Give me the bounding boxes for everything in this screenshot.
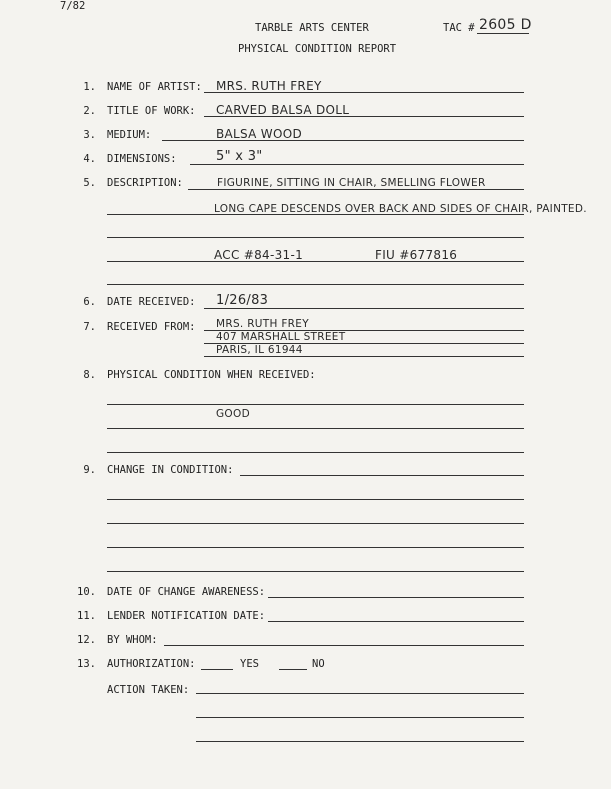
lender-date-label: LENDER NOTIFICATION DATE: [107,610,266,622]
artist-label: NAME OF ARTIST: [107,81,202,93]
action-underline-1 [196,693,524,694]
description-underline-1 [188,189,524,190]
description-underline-2 [107,214,524,215]
corner-date: 7/82 [60,0,86,12]
description-underline-3 [107,237,524,238]
change-underline-2 [107,499,524,500]
authorization-no: NO [312,658,325,670]
date-received-value: 1/26/83 [216,293,269,308]
title-value: CARVED BALSA DOLL [216,103,350,117]
by-whom-label: BY WHOM: [107,634,158,646]
change-underline-5 [107,571,524,572]
authorization-label: AUTHORIZATION: [107,658,196,670]
authorization-yes-line [201,669,233,670]
condition-label: PHYSICAL CONDITION WHEN RECEIVED: [107,369,316,381]
field-number: 9. [83,464,96,476]
date-received-label: DATE RECEIVED: [107,296,196,308]
field-number: 1. [83,81,96,93]
lender-date-line [268,621,524,622]
change-label: CHANGE IN CONDITION: [107,464,234,476]
received-from-label: RECEIVED FROM: [107,321,196,333]
field-number: 7. [83,321,96,333]
condition-underline-1 [107,404,524,405]
received-from-underline-3 [204,356,524,357]
tac-label: TAC # [443,22,475,34]
field-number: 2. [83,105,96,117]
artist-line [204,92,524,93]
condition-underline-2 [107,428,524,429]
change-underline-3 [107,523,524,524]
report-title: PHYSICAL CONDITION REPORT [238,43,397,55]
by-whom-line [164,645,524,646]
action-label: ACTION TAKEN: [107,684,190,696]
field-number: 13. [77,658,96,670]
description-line-1: FIGURINE, SITTING IN CHAIR, SMELLING FLOWER [217,177,486,189]
received-from-line-3: PARIS, IL 61944 [216,344,303,356]
description-underline-5 [107,284,524,285]
medium-line [162,140,524,141]
action-underline-2 [196,717,524,718]
field-number: 3. [83,129,96,141]
field-number: 5. [83,177,96,189]
date-received-line [204,308,524,309]
description-underline-4 [107,261,524,262]
tac-underline [477,33,529,34]
title-line [204,116,524,117]
field-number: 10. [77,586,96,598]
dimensions-line [190,164,524,165]
condition-value: GOOD [216,408,250,420]
change-date-label: DATE OF CHANGE AWARENESS: [107,586,266,598]
received-from-line-2: 407 MARSHALL STREET [216,331,346,343]
authorization-yes: YES [240,658,259,670]
field-number: 12. [77,634,96,646]
field-number: 4. [83,153,96,165]
field-number: 6. [83,296,96,308]
medium-value: BALSA WOOD [216,127,302,141]
change-date-line [268,597,524,598]
change-underline-1 [240,475,524,476]
medium-label: MEDIUM: [107,129,152,141]
artist-value: MRS. RUTH FREY [216,79,322,93]
org-name: TARBLE ARTS CENTER [255,22,369,34]
dimensions-label: DIMENSIONS: [107,153,177,165]
accession-number: ACC #84-31-1 [214,248,304,262]
action-underline-3 [196,741,524,742]
change-underline-4 [107,547,524,548]
description-label: DESCRIPTION: [107,177,183,189]
title-label: TITLE OF WORK: [107,105,196,117]
condition-underline-3 [107,452,524,453]
dimensions-value: 5" x 3" [216,149,263,164]
received-from-line-1: MRS. RUTH FREY [216,318,309,330]
description-line-2: LONG CAPE DESCENDS OVER BACK AND SIDES OF CHAIR, PAINTED. [214,203,587,215]
authorization-no-line [279,669,307,670]
field-number: 8. [83,369,96,381]
tac-number: 2605 D [479,17,532,33]
field-number: 11. [77,610,96,622]
fiu-number: FIU #677816 [375,248,458,262]
